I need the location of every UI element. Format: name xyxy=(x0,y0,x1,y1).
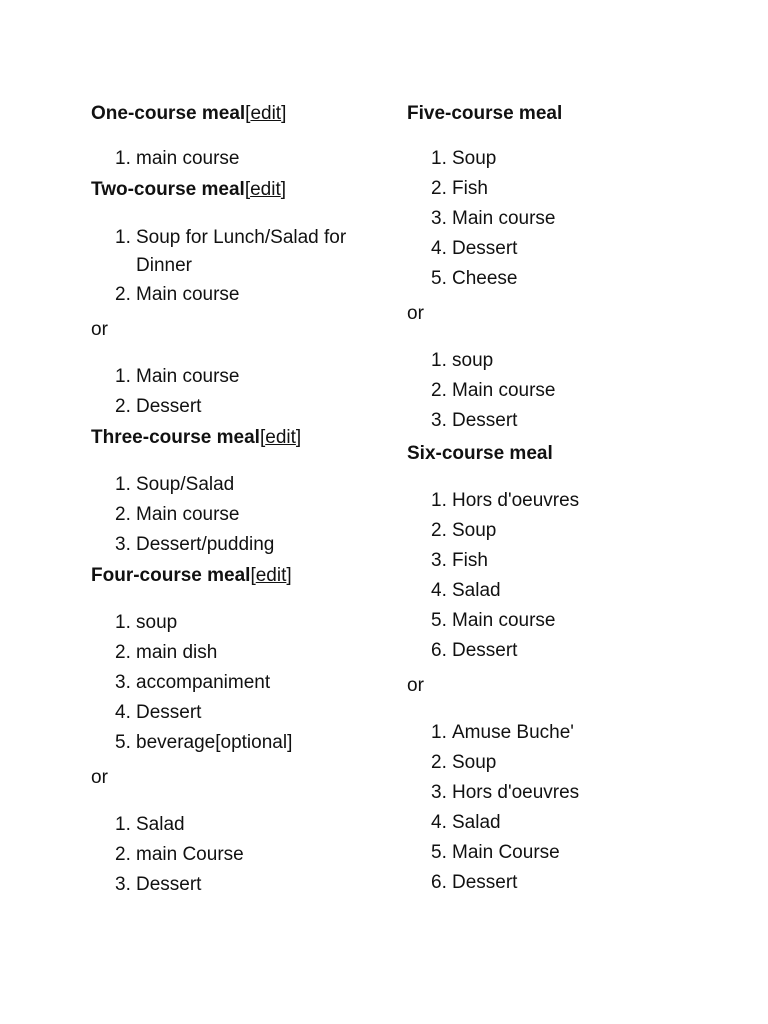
list-item: 2. Soup xyxy=(431,752,497,773)
three-course-heading: Three-course meal[edit] xyxy=(91,427,302,448)
six-course-list-a xyxy=(407,486,727,666)
list-item: 4. Dessert xyxy=(115,702,202,723)
list-item: 3. Dessert/pudding xyxy=(115,534,275,555)
six-course-list-b xyxy=(407,718,727,898)
list-item: 1. soup xyxy=(431,350,494,371)
list-item: 6. Dessert xyxy=(431,872,518,893)
list-item: 1. Soup xyxy=(431,148,497,169)
list-item: 2. Fish xyxy=(431,178,488,199)
list-item: 2. Main course xyxy=(115,504,240,525)
four-course-list-b xyxy=(91,810,391,900)
six-course-title: Six-course meal xyxy=(407,443,553,464)
list-item: 4. Dessert xyxy=(431,238,518,259)
six-course-heading xyxy=(407,440,727,468)
list-item: 3. Main course xyxy=(431,208,556,229)
two-course-list-a xyxy=(91,224,391,310)
list-item: 5. Main course xyxy=(431,610,556,631)
list-item: 3. Dessert xyxy=(115,874,202,895)
left-column xyxy=(91,98,391,900)
two-course-heading: Two-course meal[edit] xyxy=(91,179,287,200)
list-item: 5. beverage[optional] xyxy=(115,732,293,753)
list-item: 3. Hors d'oeuvres xyxy=(431,782,580,803)
list-item: 6. Dessert xyxy=(431,640,518,661)
list-item: 1. Soup for Lunch/Salad for Dinner xyxy=(115,227,347,276)
four-course-title: Four-course meal xyxy=(91,565,251,586)
list-item: 2. Main course xyxy=(115,284,240,305)
list-item: 1. Main course xyxy=(115,366,240,387)
two-course-list-b xyxy=(91,362,391,422)
five-course-title: Five-course meal xyxy=(407,103,563,124)
list-item: 1. Soup/Salad xyxy=(115,474,235,495)
one-course-heading: One-course meal[edit] xyxy=(91,103,287,124)
list-item: 1. Amuse Buche' xyxy=(431,722,574,743)
list-item: 1. Hors d'oeuvres xyxy=(431,490,580,511)
or-separator: or xyxy=(407,675,424,696)
list-item: 2. Main course xyxy=(431,380,556,401)
list-item: 3. Dessert xyxy=(431,410,518,431)
three-course-edit-link[interactable]: edit xyxy=(265,427,296,448)
right-column xyxy=(407,98,727,898)
list-item: 2. Soup xyxy=(431,520,497,541)
three-course-list xyxy=(91,470,391,560)
two-course-edit-link[interactable]: edit xyxy=(250,179,281,200)
one-course-title: One-course meal xyxy=(91,103,246,124)
five-course-heading xyxy=(407,100,727,128)
list-item: 1. main course xyxy=(115,148,240,169)
list-item: 1. Salad xyxy=(115,814,185,835)
list-item: 2. Dessert xyxy=(115,396,202,417)
or-separator: or xyxy=(91,767,108,788)
four-course-edit-link[interactable]: edit xyxy=(255,565,287,586)
or-separator: or xyxy=(407,303,424,324)
list-item: 5. Cheese xyxy=(431,268,518,289)
one-course-list xyxy=(91,144,391,174)
list-item: 2. main dish xyxy=(115,642,218,663)
list-item: 5. Main Course xyxy=(431,842,560,863)
one-course-edit-link[interactable]: edit xyxy=(250,103,282,124)
three-course-title: Three-course meal xyxy=(91,427,260,448)
five-course-list-a xyxy=(407,144,727,294)
list-item: 3. Fish xyxy=(431,550,488,571)
list-item: 3. accompaniment xyxy=(115,672,271,693)
list-item: 4. Salad xyxy=(431,580,501,601)
or-separator: or xyxy=(91,319,108,340)
list-item: 1. soup xyxy=(115,612,178,633)
list-item: 4. Salad xyxy=(431,812,501,833)
list-item: 2. main Course xyxy=(115,844,244,865)
two-course-title: Two-course meal xyxy=(91,179,245,200)
four-course-list-a xyxy=(91,608,391,758)
four-course-heading: Four-course meal[edit] xyxy=(91,565,292,586)
five-course-list-b xyxy=(407,346,727,436)
